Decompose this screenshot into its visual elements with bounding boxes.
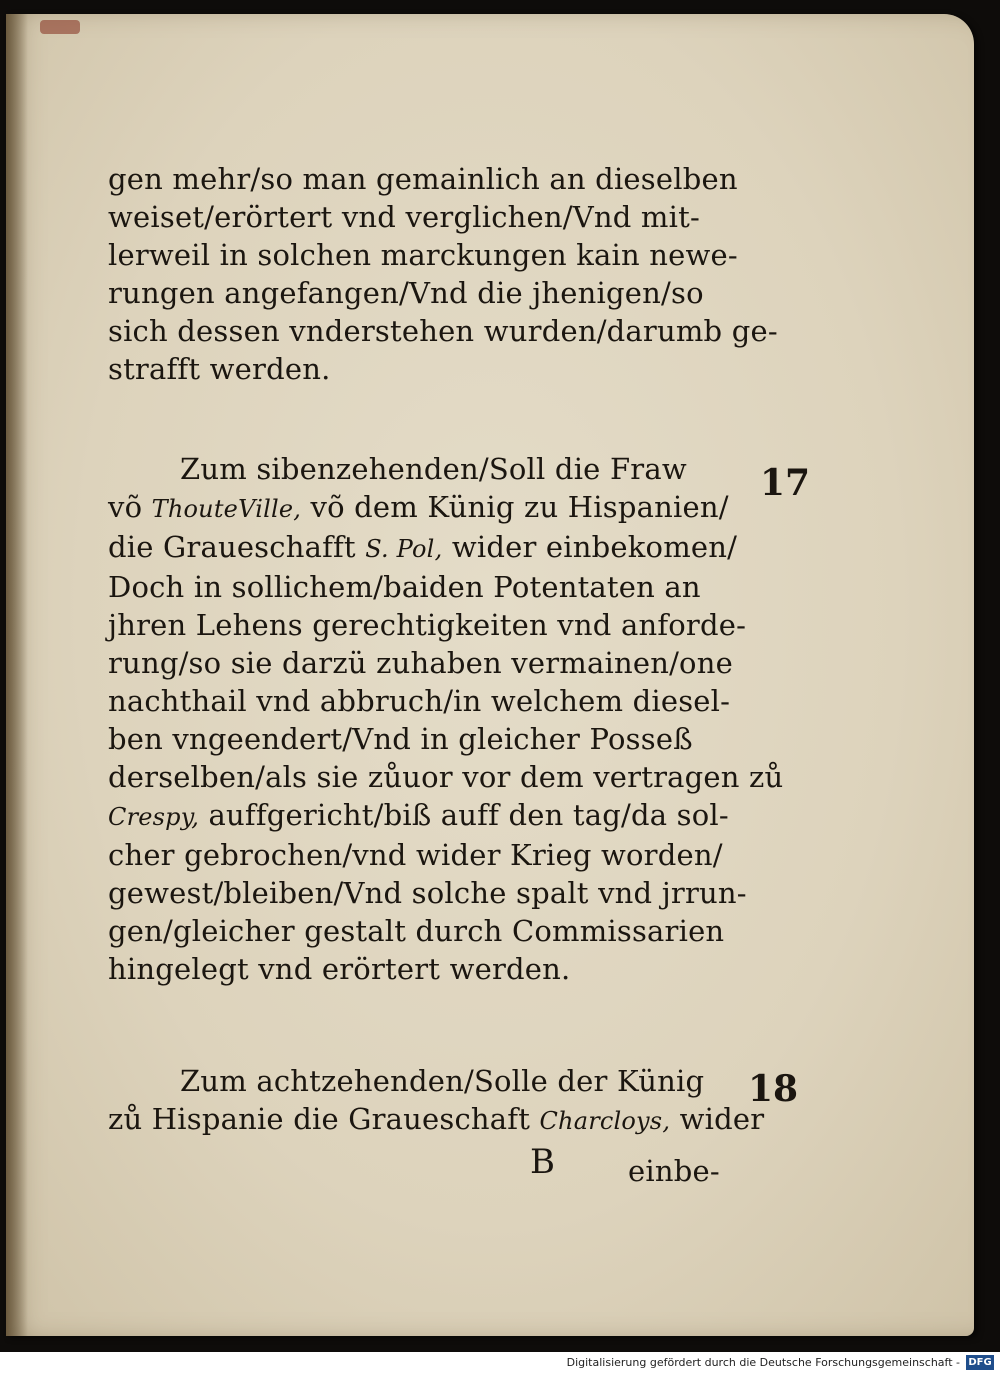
text-line: strafft werden. bbox=[108, 352, 331, 386]
text-segment: die Graueschafft bbox=[108, 530, 366, 564]
antiqua-name: Crespy, bbox=[108, 803, 200, 831]
antiqua-name: Charcloys, bbox=[539, 1107, 671, 1135]
text-segment: Zum sibenzehenden/Soll die Fraw bbox=[180, 452, 687, 486]
text-line bbox=[108, 720, 758, 758]
text-line: sich dessen vnderstehen wurden/darumb ge- bbox=[108, 314, 778, 348]
text-line: lerweil in solchen marckungen kain newe- bbox=[108, 238, 738, 272]
text-segment: Doch in sollichem/baiden Potentaten an bbox=[108, 570, 701, 604]
text-segment: ben vngeendert/Vnd in gleicher Posseß bbox=[108, 722, 693, 756]
antiqua-name: S. Pol, bbox=[365, 535, 443, 563]
text-line bbox=[108, 758, 784, 796]
text-line bbox=[108, 874, 758, 912]
text-line bbox=[108, 606, 758, 644]
text-segment: võ bbox=[108, 490, 152, 524]
text-segment: cher gebrochen/vnd wider Krieg worden/ bbox=[108, 838, 723, 872]
page-gutter-shadow bbox=[6, 14, 28, 1336]
text-line: gen mehr/so man gemainlich an dieselben bbox=[108, 162, 738, 196]
text-line bbox=[108, 488, 758, 528]
catchword: einbe- bbox=[628, 1154, 720, 1188]
text-line bbox=[108, 796, 758, 836]
text-segment: auffgericht/biß auff den tag/da sol- bbox=[199, 798, 729, 832]
text-segment: wider bbox=[670, 1102, 765, 1136]
text-segment: gen/gleicher gestalt durch Commissarien bbox=[108, 914, 725, 948]
text-line bbox=[108, 450, 758, 488]
text-line bbox=[108, 568, 758, 606]
text-line bbox=[108, 528, 758, 568]
antiqua-name: ThouteVille, bbox=[151, 495, 302, 523]
paragraph-1 bbox=[108, 160, 778, 388]
text-segment: võ dem Künig zu Hispanien/ bbox=[301, 490, 729, 524]
digitization-footer bbox=[0, 1352, 1000, 1374]
text-segment: gewest/bleiben/Vnd solche spalt vnd jrrun- bbox=[108, 876, 747, 910]
text-line: weiset/erörtert vnd verglichen/Vnd mit- bbox=[108, 200, 700, 234]
text-line bbox=[108, 1062, 758, 1100]
binding-stain bbox=[40, 20, 80, 34]
text-line bbox=[108, 682, 758, 720]
signature-mark: B bbox=[530, 1142, 555, 1182]
text-segment: wider einbekomen/ bbox=[442, 530, 738, 564]
text-segment: hingelegt vnd erörtert werden. bbox=[108, 952, 571, 986]
text-line: rungen angefangen/Vnd die jhenigen/so bbox=[108, 276, 704, 310]
text-line bbox=[108, 644, 758, 682]
text-line bbox=[108, 836, 758, 874]
text-segment: nachthail vnd abbruch/in welchem diesel- bbox=[108, 684, 731, 718]
paragraph-18 bbox=[108, 1062, 765, 1140]
footer-credit: Digitalisierung gefördert durch die Deutsche Forschungsgemeinschaft - bbox=[566, 1356, 960, 1369]
text-line bbox=[108, 950, 758, 988]
paragraph-17 bbox=[108, 450, 784, 988]
article-number-18: 18 bbox=[748, 1068, 799, 1110]
text-segment: derselben/als sie zůuor vor dem vertragen zů bbox=[108, 760, 784, 794]
text-line bbox=[108, 912, 758, 950]
article-number-17: 17 bbox=[760, 462, 811, 504]
text-segment: zů Hispanie die Graueschaft bbox=[108, 1102, 540, 1136]
text-segment: rung/so sie darzü zuhaben vermainen/one bbox=[108, 646, 733, 680]
text-segment: Zum achtzehenden/Solle der Künig bbox=[180, 1064, 705, 1098]
dfg-logo: DFG bbox=[966, 1355, 994, 1370]
text-segment: jhren Lehens gerechtigkeiten vnd anforde- bbox=[108, 608, 747, 642]
text-line bbox=[108, 1100, 765, 1140]
